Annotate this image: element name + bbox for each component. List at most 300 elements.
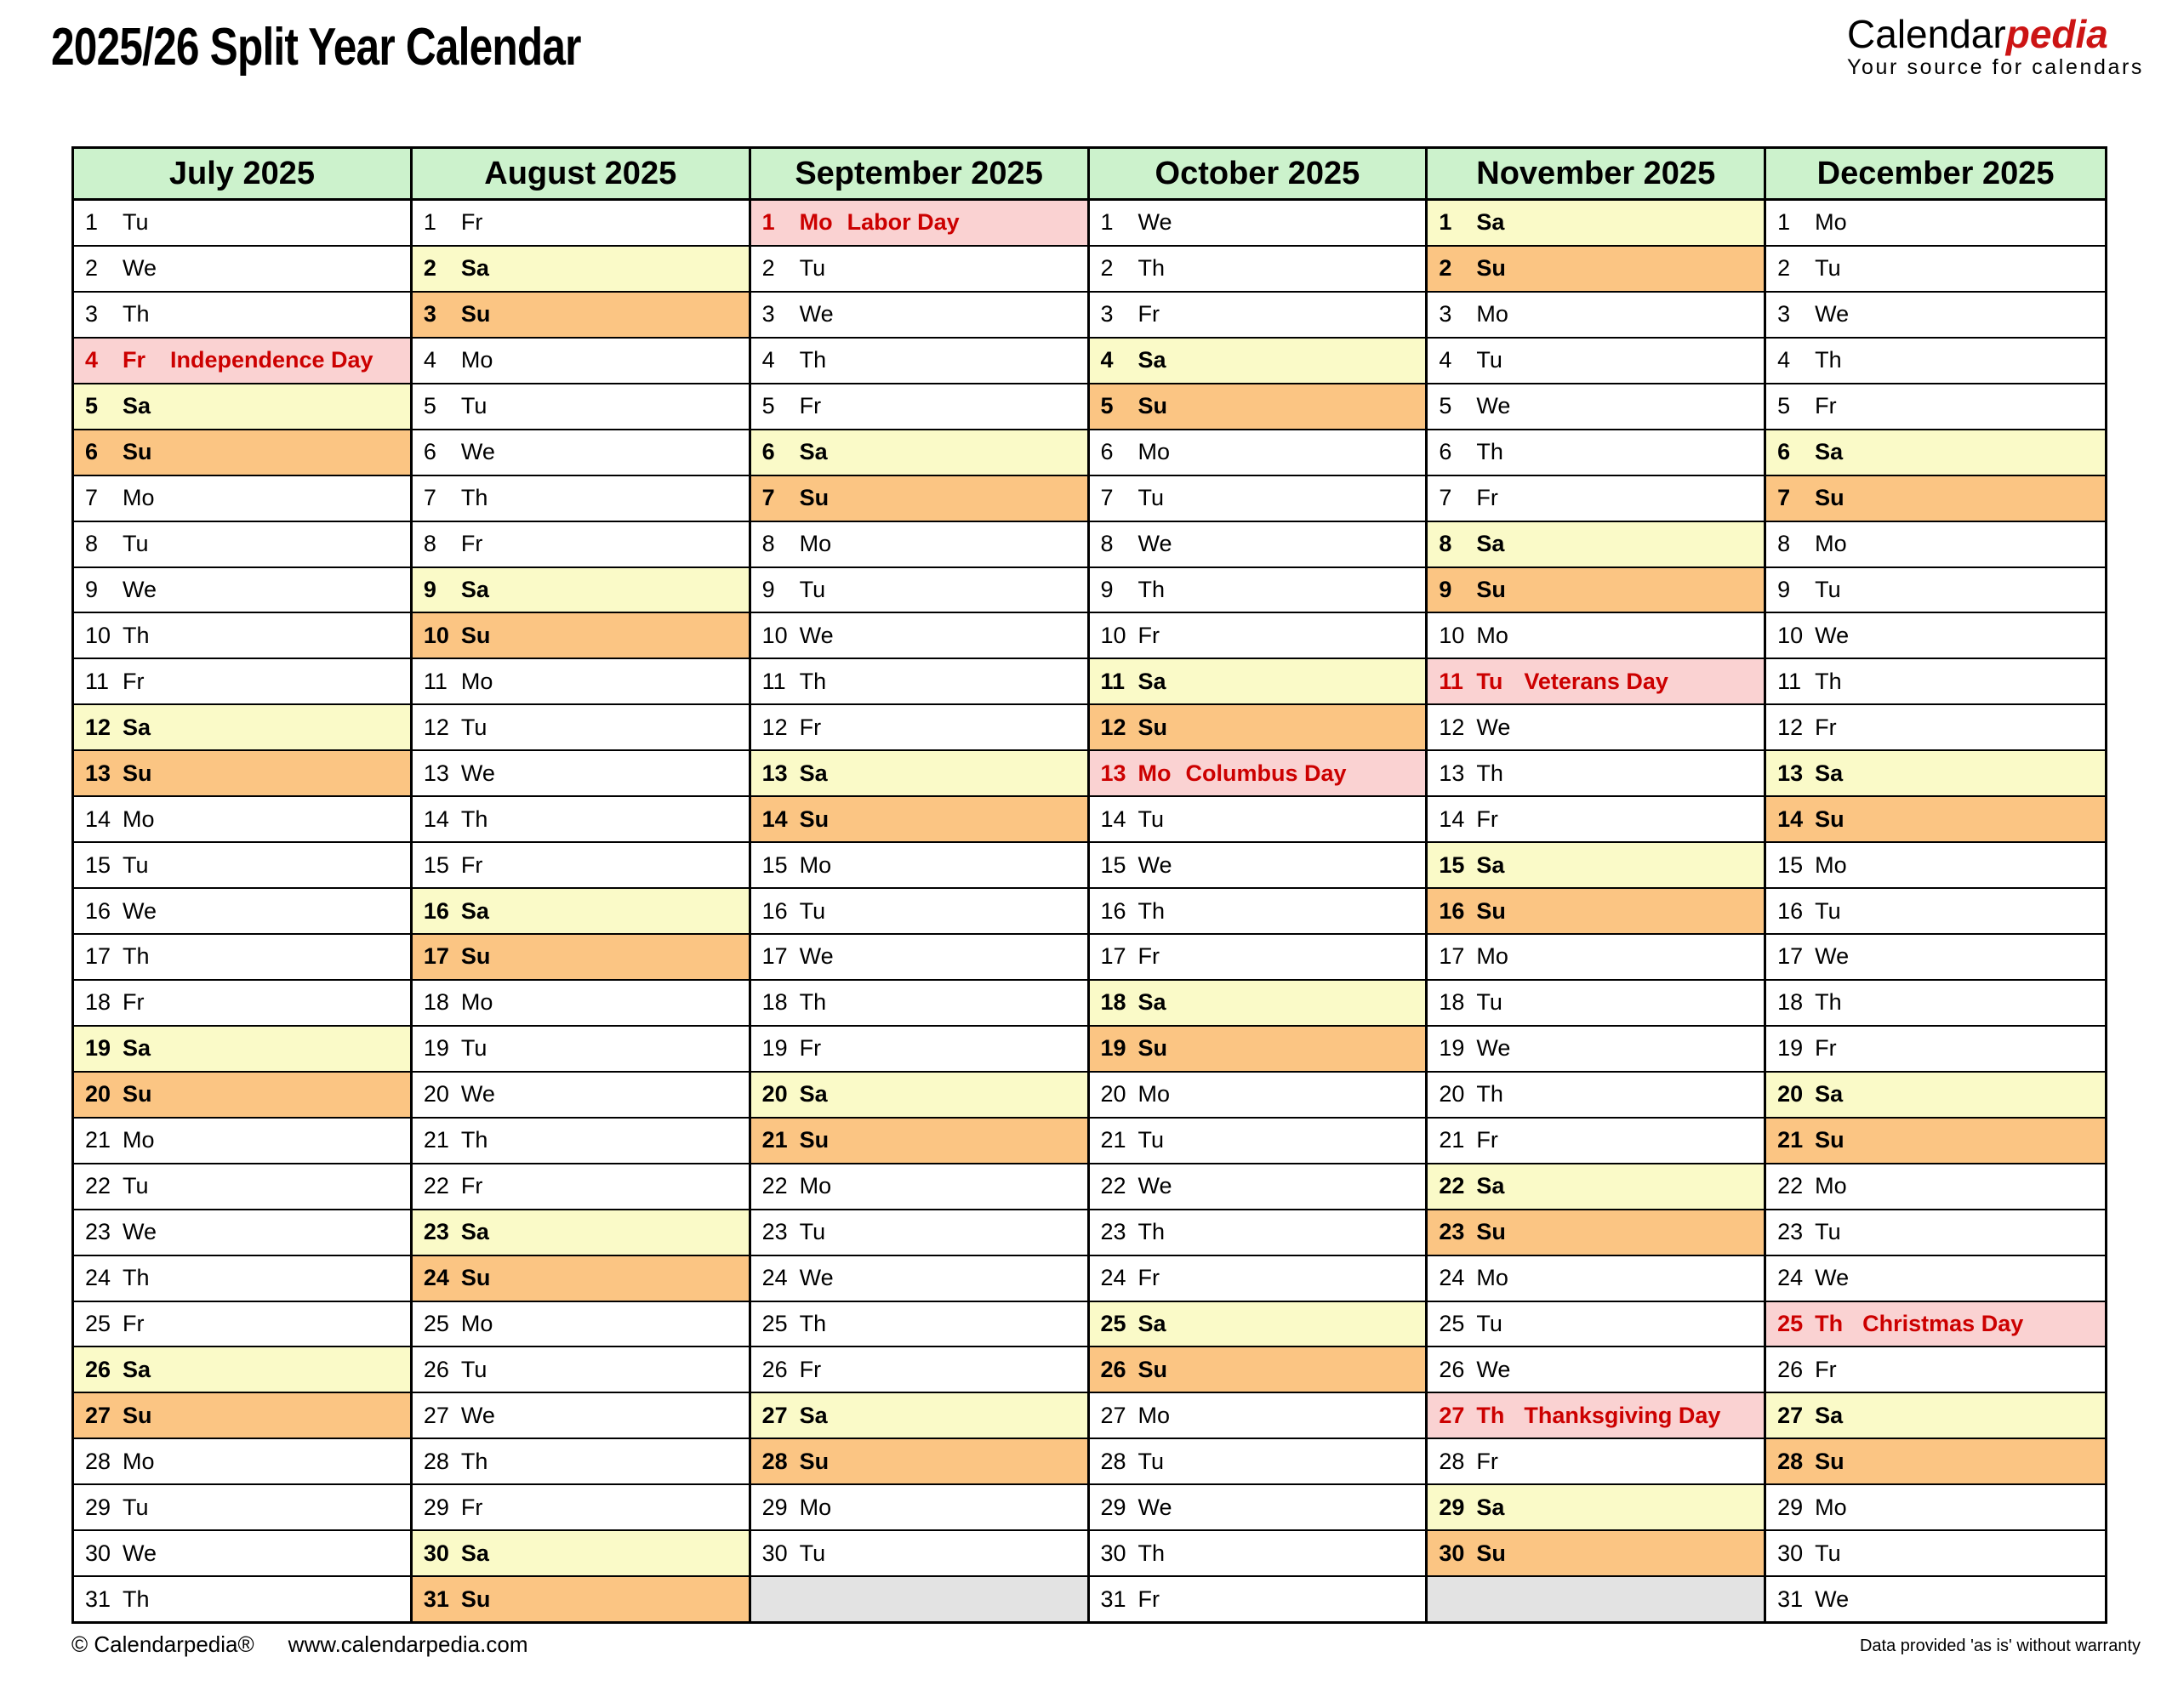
day-number: 21 (85, 1127, 111, 1153)
day-number: 10 (1100, 622, 1126, 648)
day-number: 19 (1777, 1035, 1804, 1062)
day-weekday: We (1476, 714, 1511, 740)
day-weekday: We (1815, 301, 1850, 327)
day-number: 22 (85, 1173, 111, 1199)
day-number: 3 (1100, 301, 1114, 327)
day-weekday: We (799, 301, 834, 327)
day-row (74, 659, 410, 705)
holiday-label: Columbus Day (1185, 760, 1347, 786)
day-weekday: Su (799, 806, 830, 832)
day-row (74, 1164, 410, 1210)
day-number: 10 (1439, 622, 1465, 648)
day-row (1428, 1393, 1764, 1439)
day-number: 6 (85, 439, 99, 465)
day-weekday: Su (1476, 1219, 1506, 1245)
day-row (413, 889, 749, 935)
day-weekday: Mo (799, 209, 833, 236)
day-row (751, 476, 1087, 522)
day-row (1090, 247, 1426, 293)
day-weekday: Fr (1815, 1356, 1837, 1382)
day-number: 23 (423, 1219, 449, 1245)
logo-black-part: Calendar (1847, 12, 2006, 56)
day-weekday: Fr (460, 531, 483, 557)
day-weekday: We (460, 1081, 495, 1107)
day-weekday: Th (460, 806, 488, 832)
day-row (1766, 1393, 2105, 1439)
day-row (751, 1439, 1087, 1485)
day-number: 27 (1439, 1402, 1465, 1428)
day-row (413, 339, 749, 384)
day-number: 13 (761, 760, 788, 786)
day-number: 5 (423, 393, 436, 419)
day-number: 5 (85, 393, 99, 419)
day-row (1090, 1210, 1426, 1256)
day-row (413, 384, 749, 430)
day-row (1090, 613, 1426, 659)
day-weekday: Su (123, 1402, 152, 1428)
day-weekday: Su (460, 622, 491, 648)
day-weekday: Th (123, 1265, 150, 1291)
day-number: 3 (1439, 301, 1452, 327)
day-weekday: Mo (123, 485, 155, 511)
day-weekday: Su (460, 301, 491, 327)
day-number: 8 (423, 531, 436, 557)
day-number: 28 (1777, 1448, 1804, 1474)
day-row (751, 935, 1087, 981)
day-weekday: Sa (1476, 851, 1505, 878)
day-weekday: Th (460, 1448, 488, 1474)
day-number: 5 (1439, 393, 1452, 419)
day-row (1090, 1531, 1426, 1577)
day-row (751, 1485, 1087, 1531)
footer-copyright: © Calendarpedia® (71, 1631, 254, 1657)
day-weekday: Su (1476, 897, 1506, 924)
day-number: 4 (1100, 347, 1114, 373)
day-row (1766, 1119, 2105, 1164)
day-number: 24 (761, 1265, 788, 1291)
day-weekday: Fr (460, 1173, 483, 1199)
day-row (1766, 476, 2105, 522)
day-weekday: Su (1476, 1540, 1506, 1566)
day-number: 19 (761, 1035, 788, 1062)
day-number: 15 (1777, 851, 1804, 878)
day-weekday: Mo (1476, 622, 1508, 648)
day-weekday: Fr (460, 209, 483, 236)
day-row (1766, 247, 2105, 293)
day-weekday: Fr (799, 1356, 822, 1382)
empty-filler-cell (751, 1577, 1087, 1621)
day-number: 17 (1439, 943, 1465, 970)
day-row (1766, 705, 2105, 751)
day-number: 4 (85, 347, 99, 373)
day-number: 9 (1777, 576, 1791, 602)
day-weekday: Su (460, 1586, 491, 1612)
day-row (751, 843, 1087, 889)
day-number: 9 (85, 576, 99, 602)
day-number: 8 (1439, 531, 1452, 557)
day-weekday: We (1815, 1265, 1850, 1291)
day-weekday: Su (1815, 485, 1844, 511)
day-number: 2 (1100, 255, 1114, 282)
day-number: 3 (761, 301, 775, 327)
day-number: 18 (761, 989, 788, 1016)
day-number: 1 (1100, 209, 1114, 236)
day-number: 30 (423, 1540, 449, 1566)
day-weekday: Su (123, 439, 152, 465)
day-row (1428, 1347, 1764, 1393)
day-weekday: Tu (1137, 806, 1165, 832)
day-weekday: Fr (460, 851, 483, 878)
calendarpedia-logo (1847, 14, 2144, 79)
day-weekday: Tu (799, 255, 826, 282)
day-weekday: Sa (460, 576, 489, 602)
day-row (413, 935, 749, 981)
day-number: 20 (761, 1081, 788, 1107)
day-row (413, 1347, 749, 1393)
day-row (1428, 797, 1764, 843)
day-number: 8 (761, 531, 775, 557)
day-row (1766, 1027, 2105, 1073)
day-weekday: Sa (1815, 760, 1844, 786)
day-weekday: We (1815, 1586, 1850, 1612)
day-number: 21 (1777, 1127, 1804, 1153)
day-weekday: Fr (1137, 622, 1160, 648)
day-row (413, 247, 749, 293)
day-number: 6 (1777, 439, 1791, 465)
day-number: 5 (761, 393, 775, 419)
day-number: 27 (761, 1402, 788, 1428)
day-number: 27 (1100, 1402, 1126, 1428)
day-number: 24 (1100, 1265, 1126, 1291)
day-weekday: Mo (1815, 531, 1847, 557)
day-number: 26 (761, 1356, 788, 1382)
day-weekday: We (1476, 1356, 1511, 1382)
day-number: 29 (85, 1494, 111, 1520)
day-weekday: Mo (1815, 851, 1847, 878)
page-title: 2025/26 Split Year Calendar (51, 18, 581, 77)
day-weekday: Su (123, 760, 152, 786)
day-number: 14 (1100, 806, 1126, 832)
day-number: 12 (761, 714, 788, 740)
day-row (413, 981, 749, 1027)
day-weekday: Su (123, 1081, 152, 1107)
day-weekday: Tu (460, 714, 487, 740)
day-number: 31 (1100, 1586, 1126, 1612)
day-weekday: We (799, 622, 834, 648)
day-weekday: Sa (1476, 209, 1505, 236)
day-number: 29 (1777, 1494, 1804, 1520)
day-row (751, 1164, 1087, 1210)
day-row (1090, 201, 1426, 247)
day-number: 11 (423, 668, 448, 694)
day-row (1428, 981, 1764, 1027)
day-row (74, 201, 410, 247)
day-weekday: Mo (799, 1494, 832, 1520)
day-number: 28 (1100, 1448, 1126, 1474)
day-number: 16 (1100, 897, 1126, 924)
day-number: 7 (1439, 485, 1452, 511)
day-weekday: Sa (1815, 1081, 1844, 1107)
day-number: 16 (761, 897, 788, 924)
day-row (1428, 659, 1764, 705)
day-row (1428, 1073, 1764, 1119)
day-row (1090, 1256, 1426, 1302)
day-number: 16 (423, 897, 449, 924)
day-weekday: Mo (123, 1448, 155, 1474)
day-row (1090, 568, 1426, 614)
day-weekday: Th (799, 1310, 827, 1336)
day-row (74, 1119, 410, 1164)
day-number: 11 (761, 668, 786, 694)
day-row (1428, 1439, 1764, 1485)
day-row (74, 339, 410, 384)
day-row (1090, 339, 1426, 384)
day-row (74, 1302, 410, 1348)
day-weekday: Su (1815, 1127, 1844, 1153)
day-weekday: Sa (123, 714, 151, 740)
day-row (1766, 1256, 2105, 1302)
day-number: 18 (1777, 989, 1804, 1016)
month-column (751, 149, 1090, 1621)
day-number: 26 (1100, 1356, 1126, 1382)
day-weekday: Sa (460, 1540, 489, 1566)
day-number: 13 (1777, 760, 1804, 786)
day-weekday: Tu (1815, 255, 1841, 282)
day-row (751, 1302, 1087, 1348)
day-row (1766, 843, 2105, 889)
day-weekday: Sa (460, 1219, 489, 1245)
day-row (413, 705, 749, 751)
day-row (1766, 1302, 2105, 1348)
day-weekday: We (1476, 393, 1511, 419)
day-weekday: We (1476, 1035, 1511, 1062)
day-weekday: We (123, 1540, 157, 1566)
day-weekday: Mo (460, 668, 493, 694)
day-row (413, 1210, 749, 1256)
day-weekday: Fr (799, 1035, 822, 1062)
day-number: 28 (423, 1448, 449, 1474)
day-number: 3 (423, 301, 436, 327)
day-row (74, 1531, 410, 1577)
day-number: 14 (1777, 806, 1804, 832)
day-row (74, 293, 410, 339)
day-number: 23 (1439, 1219, 1465, 1245)
day-weekday: Sa (799, 1081, 828, 1107)
day-weekday: Sa (799, 760, 828, 786)
day-weekday: Su (1137, 1035, 1168, 1062)
day-row (1428, 935, 1764, 981)
day-weekday: Tu (460, 393, 487, 419)
day-row (1766, 1073, 2105, 1119)
day-number: 23 (1777, 1219, 1804, 1245)
day-weekday: Mo (1815, 1173, 1847, 1199)
day-row (74, 1439, 410, 1485)
day-weekday: Mo (1137, 1081, 1171, 1107)
month-days (413, 201, 749, 1621)
day-weekday: Th (1137, 1540, 1166, 1566)
month-header: September 2025 (751, 149, 1087, 201)
day-row (413, 568, 749, 614)
day-row (1090, 1439, 1426, 1485)
day-number: 4 (1777, 347, 1791, 373)
day-number: 12 (1777, 714, 1804, 740)
day-row (1428, 1485, 1764, 1531)
day-weekday: We (799, 1265, 834, 1291)
day-row (1090, 1119, 1426, 1164)
day-weekday: Th (1815, 1310, 1844, 1336)
day-number: 7 (423, 485, 436, 511)
day-weekday: Fr (1137, 943, 1160, 970)
day-weekday: Mo (123, 1127, 155, 1153)
month-days (1428, 201, 1764, 1621)
day-row (1090, 1347, 1426, 1393)
month-column (413, 149, 751, 1621)
day-row (74, 843, 410, 889)
day-row (1428, 201, 1764, 247)
day-row (1090, 1027, 1426, 1073)
day-weekday: Th (1476, 1081, 1503, 1107)
day-row (413, 843, 749, 889)
day-weekday: Tu (123, 1173, 149, 1199)
day-weekday: Mo (1476, 1265, 1508, 1291)
day-row (74, 568, 410, 614)
day-number: 14 (1439, 806, 1465, 832)
day-number: 16 (1439, 897, 1465, 924)
day-weekday: Su (1137, 393, 1168, 419)
day-row (1090, 522, 1426, 568)
day-number: 6 (1100, 439, 1114, 465)
day-number: 1 (761, 209, 775, 236)
day-number: 21 (423, 1127, 449, 1153)
day-weekday: Tu (1476, 989, 1502, 1016)
day-weekday: Su (1476, 255, 1506, 282)
day-row (1766, 522, 2105, 568)
day-weekday: Th (1476, 439, 1503, 465)
day-number: 20 (1100, 1081, 1126, 1107)
day-number: 8 (1777, 531, 1791, 557)
day-row (1766, 981, 2105, 1027)
day-row (751, 613, 1087, 659)
day-number: 26 (1439, 1356, 1465, 1382)
day-weekday: Tu (123, 1494, 149, 1520)
day-number: 25 (85, 1310, 111, 1336)
day-row (413, 1119, 749, 1164)
day-weekday: Tu (1476, 347, 1502, 373)
day-number: 23 (1100, 1219, 1126, 1245)
day-weekday: Th (1137, 897, 1166, 924)
day-number: 10 (423, 622, 449, 648)
day-number: 15 (423, 851, 449, 878)
day-number: 25 (761, 1310, 788, 1336)
day-number: 11 (1777, 668, 1802, 694)
day-row (413, 293, 749, 339)
day-weekday: Su (1137, 714, 1168, 740)
day-row (413, 1393, 749, 1439)
day-row (1090, 797, 1426, 843)
day-row (413, 659, 749, 705)
day-weekday: Tu (460, 1356, 487, 1382)
logo-tagline: Your source for calendars (1847, 55, 2144, 80)
footer-url-link[interactable]: www.calendarpedia.com (288, 1631, 528, 1657)
day-number: 28 (761, 1448, 788, 1474)
day-row (413, 1027, 749, 1073)
day-weekday: We (1137, 531, 1172, 557)
day-number: 5 (1100, 393, 1114, 419)
month-column (1766, 149, 2105, 1621)
day-number: 2 (1439, 255, 1452, 282)
day-number: 28 (1439, 1448, 1465, 1474)
month-days (1766, 201, 2105, 1621)
day-row (1766, 1577, 2105, 1621)
day-row (413, 1302, 749, 1348)
day-weekday: Tu (1815, 1219, 1841, 1245)
day-number: 29 (761, 1494, 788, 1520)
empty-filler-cell (1428, 1577, 1764, 1621)
day-number: 3 (85, 301, 99, 327)
day-number: 24 (85, 1265, 111, 1291)
day-row (74, 1073, 410, 1119)
day-weekday: Tu (1815, 897, 1841, 924)
day-row (1428, 705, 1764, 751)
day-number: 11 (1439, 668, 1463, 694)
day-weekday: Th (1137, 1219, 1166, 1245)
day-number: 7 (1777, 485, 1791, 511)
day-number: 27 (85, 1402, 111, 1428)
day-row (74, 430, 410, 476)
day-row (1090, 430, 1426, 476)
day-weekday: Fr (1137, 301, 1160, 327)
day-row (1090, 384, 1426, 430)
day-row (1428, 339, 1764, 384)
day-row (1428, 1256, 1764, 1302)
day-weekday: We (1815, 943, 1850, 970)
day-weekday: Su (1137, 1356, 1168, 1382)
day-number: 29 (423, 1494, 449, 1520)
day-weekday: Mo (460, 347, 493, 373)
day-number: 29 (1100, 1494, 1126, 1520)
day-number: 15 (85, 851, 111, 878)
day-row (751, 1210, 1087, 1256)
day-row (413, 522, 749, 568)
day-weekday: Mo (460, 989, 493, 1016)
day-number: 15 (761, 851, 788, 878)
day-weekday: We (1137, 851, 1172, 878)
day-weekday: Su (1476, 576, 1506, 602)
day-row (74, 935, 410, 981)
day-number: 22 (761, 1173, 788, 1199)
day-number: 26 (85, 1356, 111, 1382)
day-number: 22 (423, 1173, 449, 1199)
day-row (751, 1119, 1087, 1164)
day-row (74, 1210, 410, 1256)
day-weekday: Sa (1137, 1310, 1166, 1336)
day-row (1428, 384, 1764, 430)
day-weekday: Su (799, 1127, 830, 1153)
day-number: 25 (1439, 1310, 1465, 1336)
day-row (413, 1577, 749, 1621)
day-weekday: Sa (1137, 989, 1166, 1016)
day-row (1428, 247, 1764, 293)
day-weekday: We (1137, 1494, 1172, 1520)
day-weekday: Sa (799, 1402, 828, 1428)
day-weekday: Fr (799, 714, 822, 740)
day-row (1428, 476, 1764, 522)
day-weekday: Su (460, 943, 491, 970)
day-number: 5 (1777, 393, 1791, 419)
day-row (413, 1485, 749, 1531)
day-row (751, 889, 1087, 935)
day-row (1090, 751, 1426, 797)
